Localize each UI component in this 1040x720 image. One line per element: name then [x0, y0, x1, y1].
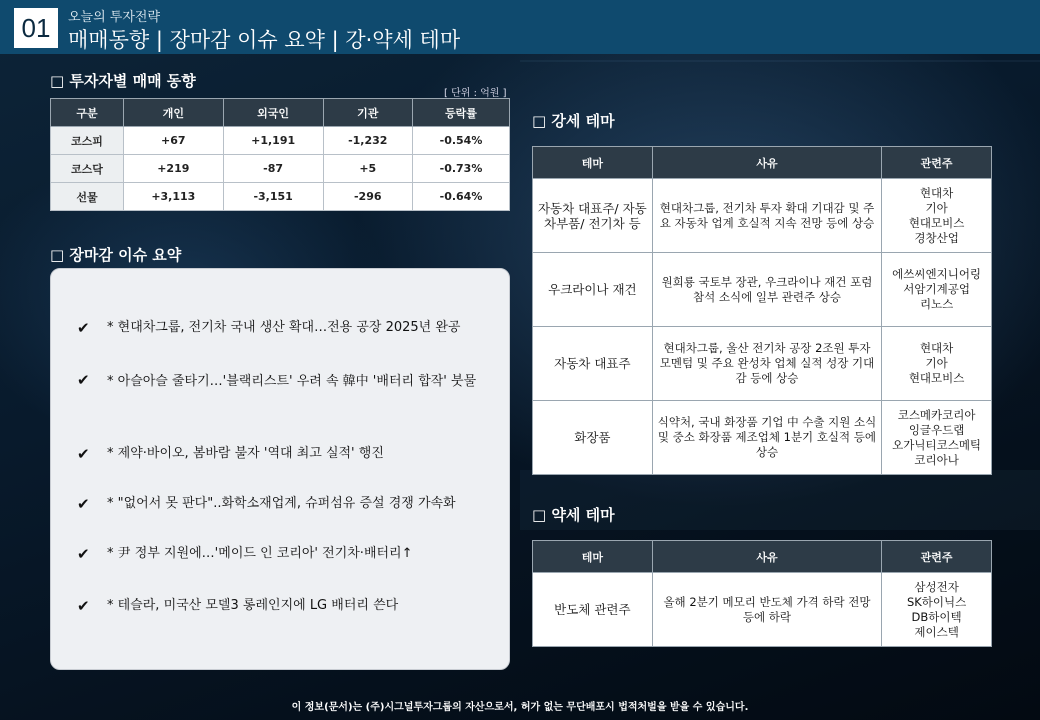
theme-reason: 현대차그룹, 전기차 투자 확대 기대감 및 주요 자동차 업계 호실적 지속 전망 등에 상승	[652, 179, 881, 253]
theme-reason: 올해 2분기 메모리 반도체 가격 하락 전망 등에 하락	[652, 573, 881, 647]
issues-section-title: □ 장마감 이슈 요약	[50, 246, 182, 264]
change-value: -0.73%	[413, 155, 510, 183]
stock-name: 현대차	[919, 341, 954, 355]
stock-name: 삼성전자	[914, 579, 959, 594]
copyright-notice: 이 정보(문서)는 (주)시그널투자그룹의 자산으로서, 허가 없는 무단배포시 법적처벌을 받을 수 있습니다.	[291, 702, 749, 713]
table-row	[533, 401, 992, 475]
page-header	[0, 0, 1040, 54]
stock-name: 경창산업	[914, 230, 959, 245]
stock-name: 서암기계공업	[903, 282, 970, 296]
stock-name: 오가닉티코스메틱	[892, 437, 982, 452]
theme-reason: 원희룡 국토부 장관, 우크라이나 재건 포럼 참석 소식에 일부 관련주 상승	[652, 253, 881, 327]
column-header: 구분	[51, 99, 124, 127]
column-header: 테마	[533, 147, 653, 179]
check-icon: ✔	[77, 371, 90, 389]
individual-value: +219	[123, 155, 223, 183]
column-header: 사유	[652, 541, 881, 573]
institution-value: +5	[323, 155, 412, 183]
individual-value: +67	[123, 127, 223, 155]
issue-text: * 현대차그룹, 전기차 국내 생산 확대…전용 공장 2025년 완공	[107, 320, 461, 335]
stock-name: 현대차	[919, 185, 954, 200]
issue-text: * 尹 정부 지원에…'메이드 인 코리아' 전기차·배터리↑	[107, 546, 413, 561]
column-header: 사유	[652, 147, 881, 179]
table-row	[533, 573, 992, 647]
table-header-row	[51, 99, 510, 127]
column-header: 관련주	[882, 541, 992, 573]
column-header: 기관	[323, 99, 412, 127]
weak-section-title: □ 약세 테마	[532, 506, 615, 524]
column-header: 외국인	[223, 99, 323, 127]
column-header: 관련주	[882, 147, 992, 179]
theme-name: 자동차 대표주/ 자동차부품/ 전기차 등	[533, 179, 653, 253]
related-stocks	[882, 327, 992, 401]
change-value: -0.64%	[413, 183, 510, 211]
foreign-value: +1,191	[223, 127, 323, 155]
theme-name: 우크라이나 재건	[533, 253, 653, 327]
stock-name: 현대모비스	[908, 215, 965, 230]
header-subtitle: 오늘의 투자전략	[68, 10, 161, 25]
table-row	[51, 127, 510, 155]
weak-theme-table	[532, 540, 992, 647]
stock-name: 제이스텍	[914, 624, 959, 639]
change-value: -0.54%	[413, 127, 510, 155]
institution-value: -296	[323, 183, 412, 211]
foreign-value: -87	[223, 155, 323, 183]
institution-value: -1,232	[323, 127, 412, 155]
stock-name: 기아	[925, 356, 948, 370]
table-row	[51, 183, 510, 211]
unit-label: [ 단위 : 억원 ]	[444, 88, 507, 99]
check-icon: ✔	[77, 445, 90, 463]
stock-name: 잉글우드랩	[908, 422, 965, 437]
list-item	[77, 595, 497, 617]
list-item	[77, 543, 497, 565]
background-line	[520, 60, 1040, 62]
issue-text: * "없어서 못 판다"..화학소재업계, 슈퍼섬유 증설 경쟁 가속화	[107, 496, 456, 511]
list-item	[77, 317, 497, 339]
section-number: 01	[14, 8, 58, 48]
page-title: 매매동향 | 장마감 이슈 요약 | 강·약세 테마	[68, 28, 461, 52]
column-header: 등락률	[413, 99, 510, 127]
investor-section-title: □ 투자자별 매매 동향	[50, 72, 196, 90]
list-item	[77, 443, 497, 465]
table-row	[51, 155, 510, 183]
row-label: 코스닥	[51, 155, 124, 183]
theme-name: 화장품	[533, 401, 653, 475]
foreign-value: -3,151	[223, 183, 323, 211]
table-row	[533, 327, 992, 401]
check-icon: ✔	[77, 319, 90, 337]
table-header-row	[533, 541, 992, 573]
individual-value: +3,113	[123, 183, 223, 211]
issue-summary-box	[50, 268, 510, 670]
issue-text: * 아슬아슬 줄타기…'블랙리스트' 우려 속 韓中 '배터리 합작' 붓물	[107, 374, 477, 389]
column-header: 테마	[533, 541, 653, 573]
stock-name: 현대모비스	[908, 371, 965, 385]
stock-name: 에쓰씨엔지니어링	[892, 267, 982, 281]
investor-table	[50, 98, 510, 211]
related-stocks	[882, 179, 992, 253]
theme-reason: 현대차그룹, 울산 전기차 공장 2조원 투자 모멘텀 및 주요 완성차 업체 실적 성장 기대감 등에 상승	[652, 327, 881, 401]
strong-theme-table	[532, 146, 992, 475]
theme-reason: 식약처, 국내 화장품 기업 中 수출 지원 소식 및 중소 화장품 제조업체 1분기 호실적 등에 상승	[652, 401, 881, 475]
row-label: 코스피	[51, 127, 124, 155]
table-row	[533, 179, 992, 253]
related-stocks	[882, 401, 992, 475]
check-icon: ✔	[77, 545, 90, 563]
column-header: 개인	[123, 99, 223, 127]
issue-text: * 제약·바이오, 봄바람 불자 '역대 최고 실적' 행진	[107, 446, 384, 461]
stock-name: 코리아나	[914, 452, 959, 467]
row-label: 선물	[51, 183, 124, 211]
stock-name: DB하이텍	[911, 609, 962, 624]
table-row	[533, 253, 992, 327]
issue-text: * 테슬라, 미국산 모델3 롱레인지에 LG 배터리 쓴다	[107, 598, 399, 613]
stock-name: SK하이닉스	[906, 594, 967, 609]
list-item	[77, 369, 497, 395]
stock-name: 코스메카코리아	[897, 407, 976, 422]
stock-name: 리노스	[919, 297, 954, 311]
related-stocks	[882, 253, 992, 327]
stock-name: 기아	[925, 200, 948, 215]
related-stocks	[882, 573, 992, 647]
list-item	[77, 493, 497, 515]
table-header-row	[533, 147, 992, 179]
theme-name: 반도체 관련주	[533, 573, 653, 647]
theme-name: 자동차 대표주	[533, 327, 653, 401]
strong-section-title: □ 강세 테마	[532, 112, 615, 130]
check-icon: ✔	[77, 495, 90, 513]
check-icon: ✔	[77, 597, 90, 615]
